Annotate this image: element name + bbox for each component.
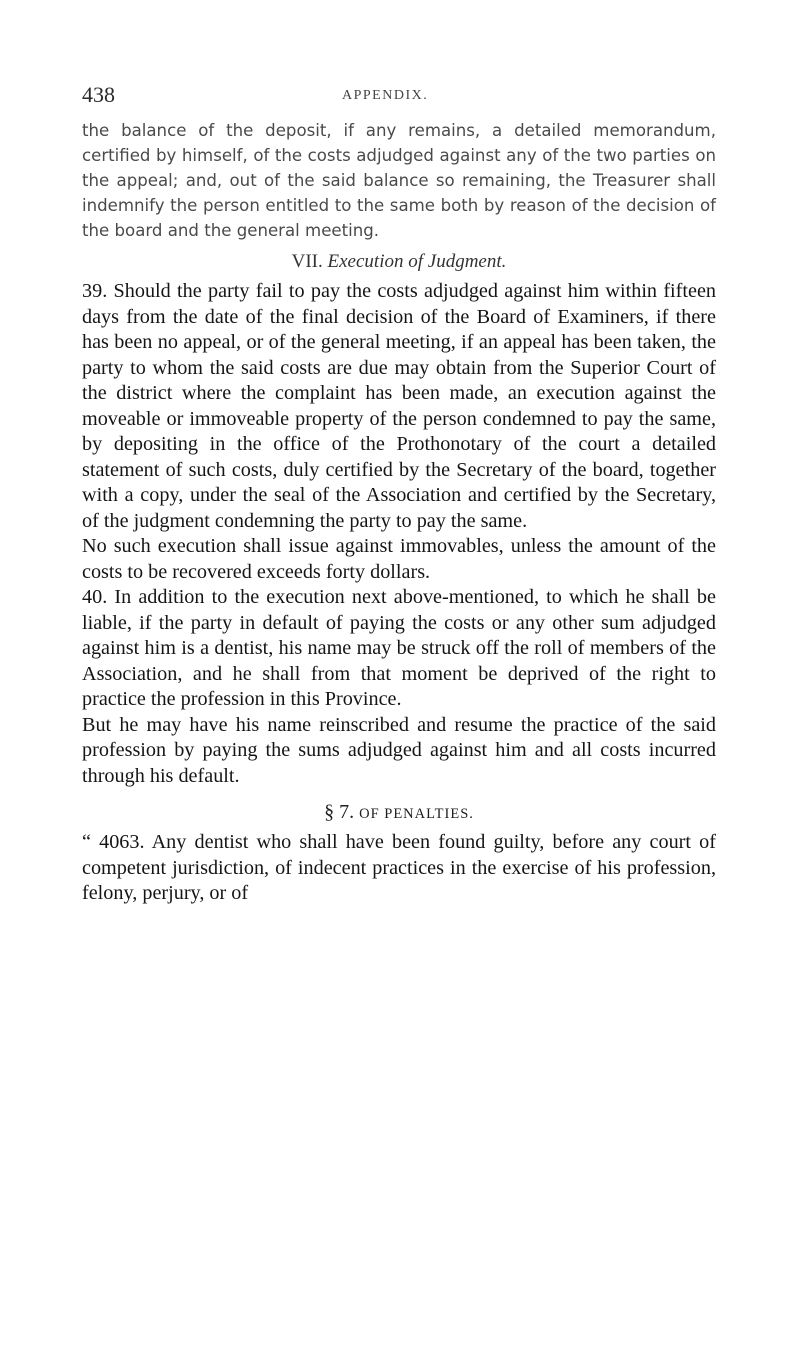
section-title: Execution of Judgment. xyxy=(327,251,507,272)
section-symbol: § 7. xyxy=(324,801,355,823)
continuation-paragraph: the balance of the deposit, if any remains, a detailed memorandum, certified by himself, of the costs adjudged against any of the two parties on the appeal; and, out of the said balance so remaining, the Treasurer shall indemnify the person entitled to the same both by reason of the decision of the board and the general meeting. xyxy=(82,121,716,240)
section-title: OF PENALTIES. xyxy=(359,806,474,822)
paragraph-39: 39. Should the party fail to pay the costs adjudged against him within fifteen days from the date of the final decision of the Board of Examiners, if there has been no appeal, or of the general meeting, if an appeal has been taken, the party to whom the said costs are due may obtain from the Superior Court of the district where the complaint has been made, an execution against the moveable or immoveable property of the person condemned to pay the same, by depositing in the office of the Prothonotary of the court a detailed statement of such costs, duly certified by the Secretary of the board, together with a copy, under the seal of the Association and certified by the Secretary, of the judgment condemning the party to pay the same. xyxy=(82,280,716,532)
section-heading-vii xyxy=(82,251,716,273)
page-header xyxy=(82,82,722,112)
paragraph-39-immovables: No such execution shall issue against immovables, unless the amount of the costs to be recovered exceeds forty dollars. xyxy=(82,535,716,583)
section-heading-penalties xyxy=(82,801,716,824)
page-number: 438 xyxy=(82,82,115,107)
paragraph-4063: “ 4063. Any dentist who shall have been found guilty, before any court of competent jurisdiction, of indecent practices in the exercise of his profession, felony, perjury, or of xyxy=(82,831,716,904)
body-text xyxy=(82,118,716,907)
section-number: VII. xyxy=(291,251,323,272)
running-head: APPENDIX. xyxy=(342,88,429,103)
paragraph-40: 40. In addition to the execution next above-mentioned, to which he shall be liable, if the party in default of paying the costs or any other sum adjudged against him is a dentist, his name may be struck off the roll of members of the Association, and he shall from that moment be deprived of the right to practice the profession in this Province. xyxy=(82,586,716,710)
paragraph-40-reinscription: But he may have his name reinscribed and resume the practice of the said profession by paying the sums adjudged against him and all costs incurred through his default. xyxy=(82,713,716,787)
